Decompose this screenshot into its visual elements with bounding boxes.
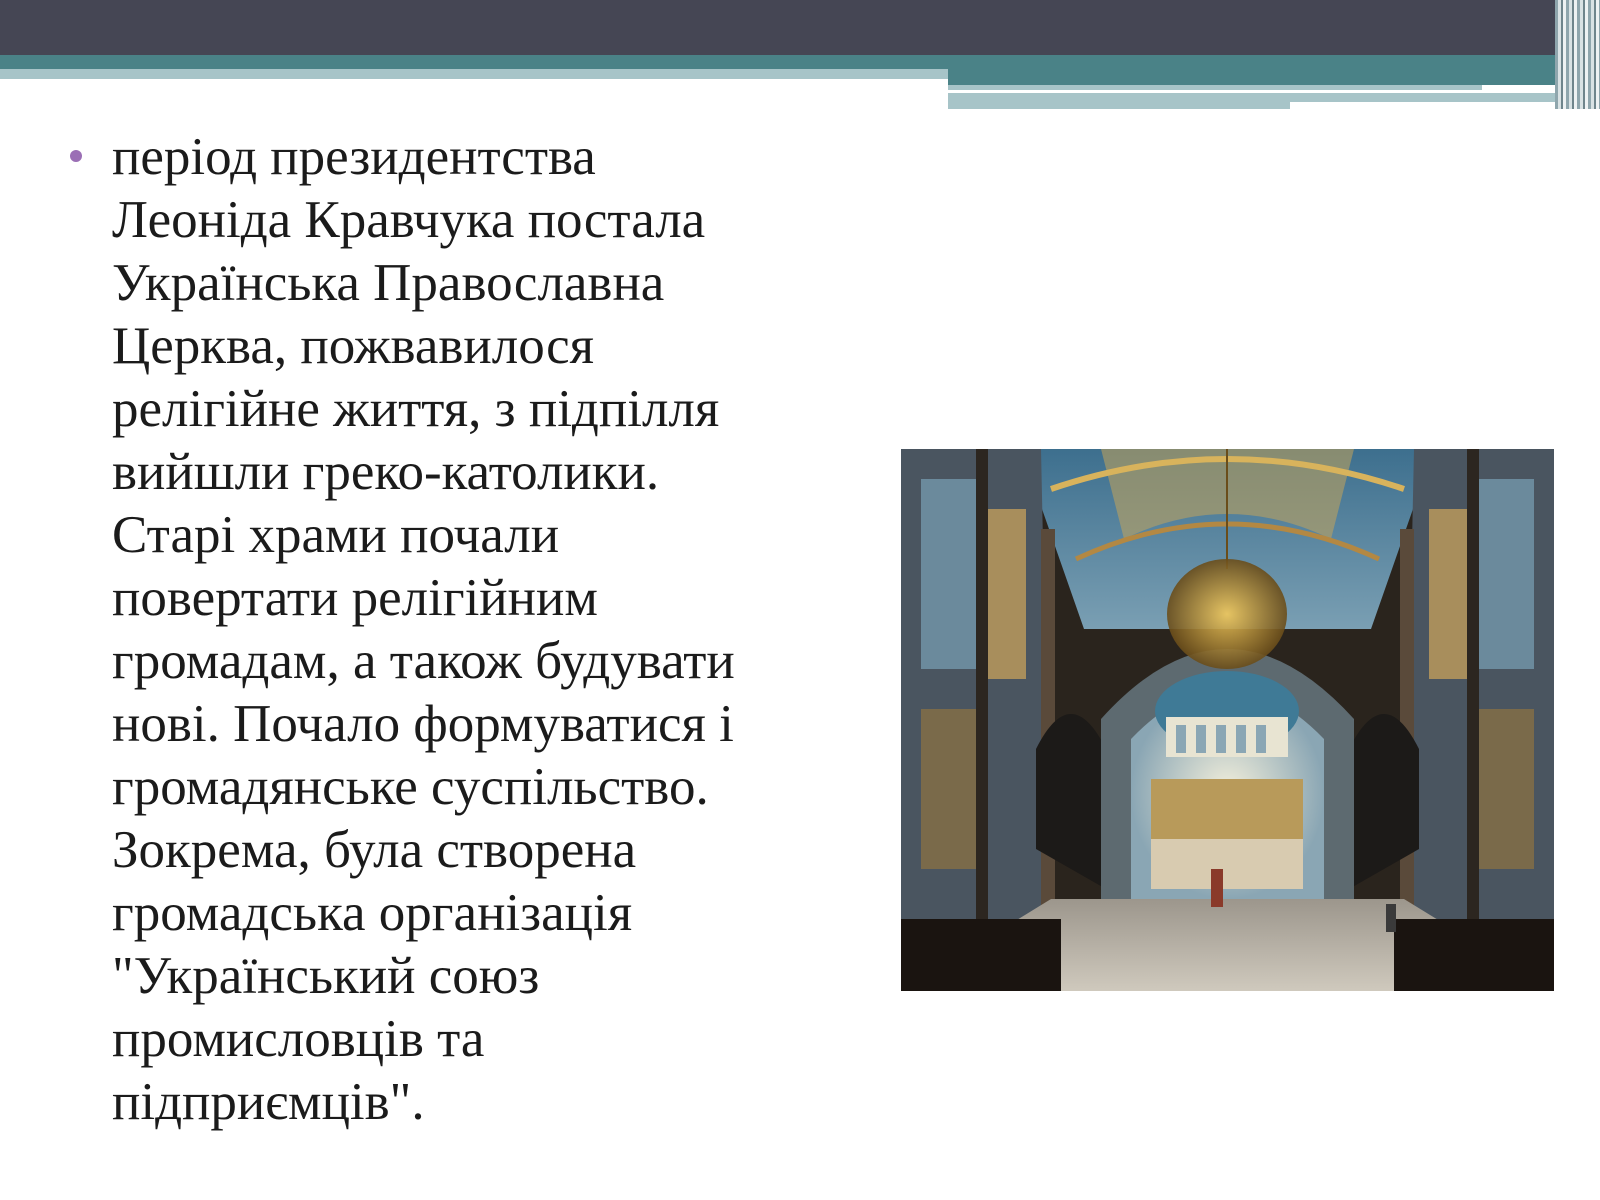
bullet-icon: [70, 150, 82, 162]
header-notch: [1290, 102, 1560, 109]
header-teal-band-right: [948, 69, 1560, 85]
slide-body: [70, 126, 880, 1134]
body-paragraph: період президентства Леоніда Кравчука постала Українська Православна Церква, пожвавилося релігійне життя, з підпілля вийшли греко-католики. Старі храми почали повертати релігійним громадам, а також будувати нові. Почало формуватися і громадянське суспільство. Зокрема, була створена громадська організація "Український союз промисловців та підприємців".: [112, 128, 735, 1131]
header-stripes: [1555, 0, 1600, 109]
cathedral-interior-photo: [901, 449, 1554, 991]
header-light-band-left: [0, 69, 948, 79]
header-teal-band: [0, 55, 1560, 69]
header-dark-band: [0, 0, 1600, 55]
